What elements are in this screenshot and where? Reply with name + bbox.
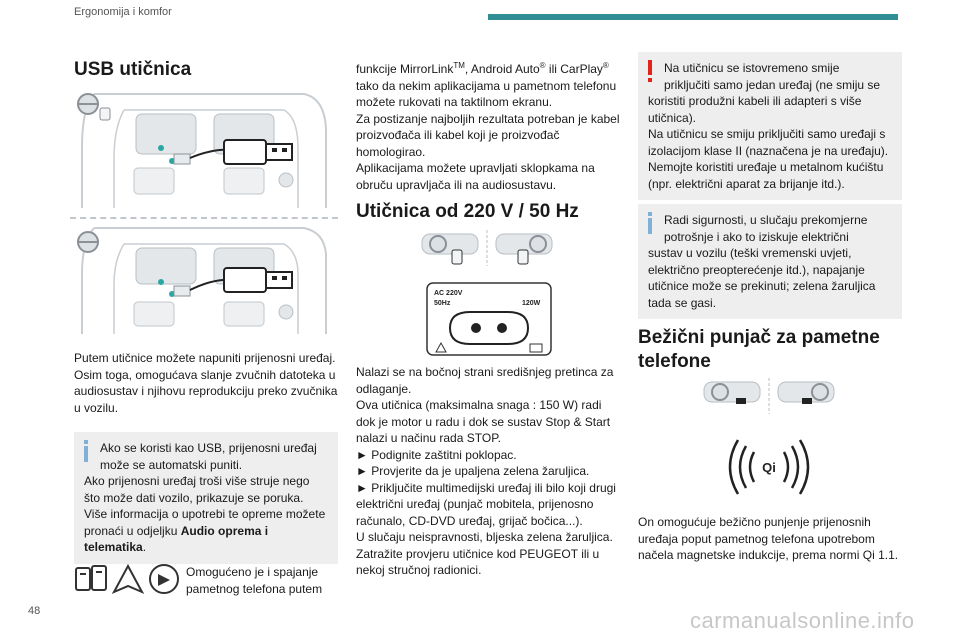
usb-car-rear-illustration bbox=[74, 224, 338, 336]
socket-location-illustration bbox=[418, 228, 558, 268]
usb-description: Putem utičnice možete napuniti prijenosni uređaj. Osim toga, omogućava slanje zvučnih datoteka u audiosustav i njihovu reprodukciju preko zvučnika u vozilu. bbox=[74, 351, 338, 415]
text-carplay: ili CarPlay bbox=[545, 62, 603, 76]
watermark: carmanualsonline.info bbox=[690, 608, 915, 633]
text-android-auto: , Android Auto bbox=[464, 62, 540, 76]
header-accent-bar bbox=[488, 14, 898, 20]
usb-car-front-illustration bbox=[74, 88, 338, 212]
mirrorlink-rest: tako da nekim aplikacijama u pametnom telefonu možete rukovati na taktilnom ekranu. Za postizanje najboljih rezultata potreban je kabel proizvođača ili kabel koji je proizvođač homologirao. Aplikacijama možete upravljati sklopkama na obruču upravljača ili na audiosustavu. bbox=[356, 78, 620, 192]
info-icon bbox=[646, 212, 654, 234]
usb-info-link: Audio oprema i telematika bbox=[84, 523, 269, 554]
socket-220v-description: Nalazi se na bočnoj strani središnjeg pretinca za odlaganje. Ova utičnica (maksimalna snaga : 150 W) radi dok je motor u radu i dok se sustav Stop & Start nalazi u načinu rada STOP. ► Podignite zaštitni poklopac. ► Provjerite da je upaljena zelena žaruljica. ► Priključite multimedijski uređaj ili bilo koji drugi električni uređaj (punjač mobitela, prijenosno računalo, CD-DVD uređaj, grijač bočica...). U slučaju neispravnosti, bljeska zelena žaruljica. Zatražite provjeru utičnice kod PEUGEOT ili u nekoj stručnoj radionici. bbox=[356, 365, 616, 577]
usb-info-body bbox=[84, 473, 328, 556]
registered-sup-2: ® bbox=[602, 61, 609, 70]
wireless-charger-description: On omogućuje bežično punjenje prijenosnih uređaja poput pametnog telefona upotrebom načela magnetske indukcije, prema normi Qi 1.1. bbox=[638, 515, 899, 562]
warning-line-2: priključiti samo jedan uređaj (ne smiju se bbox=[664, 77, 881, 92]
socket-info-body: sustav u vozilu (teški vremenski uvjeti, električno preopterećenje itd.), napajanje utičnice može se prekinuti; zelena žaruljica tada se gasi. bbox=[648, 246, 876, 310]
qi-wireless-icon bbox=[724, 434, 814, 500]
text-mirrorlink: funkcije MirrorLink bbox=[356, 62, 454, 76]
registered-sup-1: ® bbox=[539, 61, 546, 70]
wireless-location-illustration bbox=[700, 376, 840, 416]
warning-line-1: Na utičnicu se istovremeno smije bbox=[664, 61, 840, 75]
socket-warning-box bbox=[638, 52, 902, 200]
mirrorlink-icon bbox=[76, 566, 106, 590]
warning-body: koristiti produžni kabeli ili adapteri s više utičnica). Na utičnicu se smiju priključiti samo uređaji s izolacijom klase II (naznačena je na uređaju). Nemojte koristiti uređaje u metalnom kućištu (npr. električni aparat za brijanje itd.). bbox=[648, 94, 889, 191]
wireless-charger-title: Bežični punjač za pametne telefone bbox=[638, 327, 880, 372]
socket-220v-title: Utičnica od 220 V / 50 Hz bbox=[356, 201, 579, 222]
usb-title: USB utičnica bbox=[74, 59, 192, 80]
socket-info-line-2: potrošnje i ako to iziskuje električni bbox=[664, 229, 849, 244]
page-number: 48 bbox=[28, 605, 41, 617]
usb-info-end: . bbox=[142, 540, 147, 554]
android-auto-icon bbox=[114, 566, 142, 592]
socket-label-hz: 50Hz bbox=[434, 300, 451, 307]
socket-label-ac: AC 220V bbox=[434, 290, 463, 297]
trademark-sup: TM bbox=[453, 61, 465, 70]
socket-220v-illustration bbox=[426, 282, 552, 356]
section-title: Ergonomija i komfor bbox=[74, 6, 172, 18]
info-icon bbox=[82, 440, 90, 462]
usb-info-line-1: Ako se koristi kao USB, prijenosni uređaj bbox=[100, 441, 317, 455]
mirrorlink-text: Omogućeno je i spajanje pametnog telefona putem bbox=[186, 565, 323, 596]
usb-info-rest: Ako prijenosni uređaj troši više struje nego što može dati vozilo, prikazuje se poruka. Više informacija o upotrebi te opreme možete pronaći u odjeljku bbox=[84, 474, 326, 538]
illustration-divider bbox=[70, 217, 338, 219]
socket-info-line-1: Radi sigurnosti, u slučaju prekomjerne bbox=[664, 213, 868, 227]
usb-info-box bbox=[74, 432, 338, 564]
socket-info-box bbox=[638, 204, 902, 319]
mirrorlink-continued bbox=[356, 58, 620, 193]
usb-info-line-2: može se automatski puniti. bbox=[100, 457, 243, 472]
carplay-icon bbox=[150, 565, 178, 593]
qi-label: Qi bbox=[762, 460, 776, 475]
warning-icon bbox=[646, 60, 654, 82]
socket-label-watt: 120W bbox=[522, 300, 541, 307]
mirrorlink-icons bbox=[74, 562, 182, 596]
